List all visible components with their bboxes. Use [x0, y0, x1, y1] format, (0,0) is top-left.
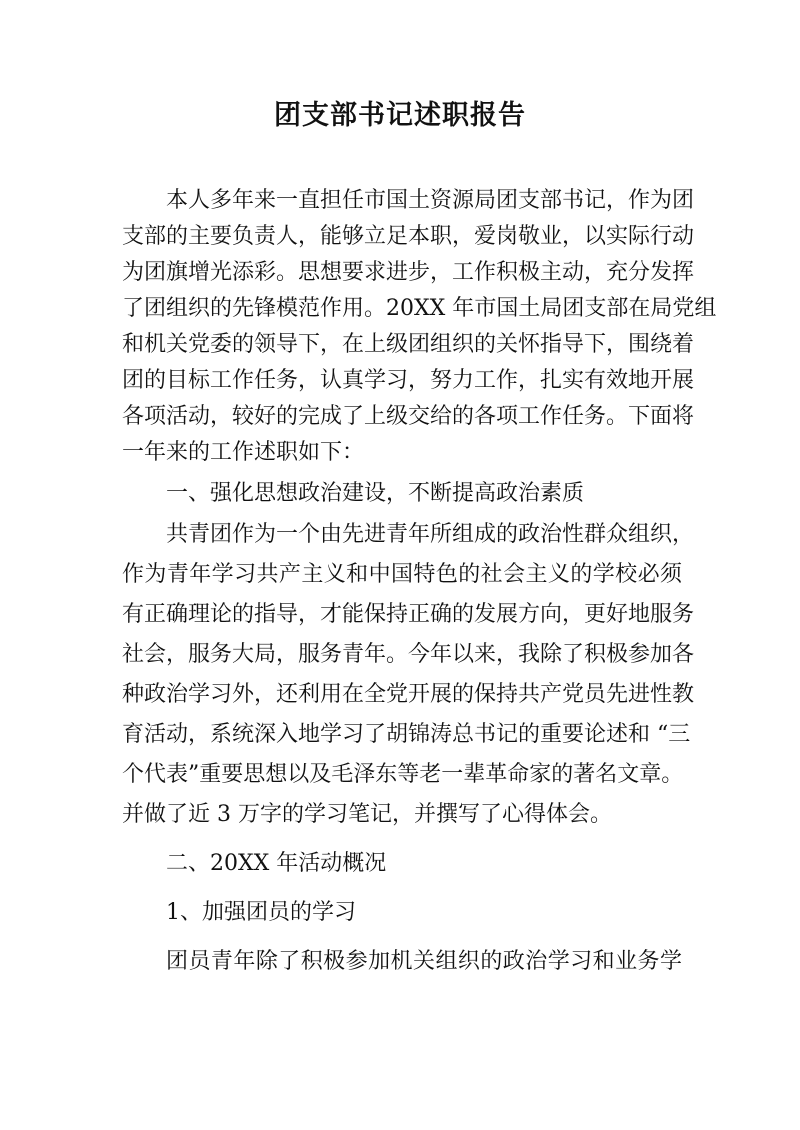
section-heading: 二、20XX 年活动概况: [166, 851, 387, 876]
document-title: 团支部书记述职报告: [274, 100, 526, 131]
paragraph-line: 团的目标工作任务，认真学习，努力工作，扎实有效地开展: [122, 368, 695, 393]
paragraph-line: 作为青年学习共产主义和中国特色的社会主义的学校必须: [122, 562, 682, 587]
paragraph-line: 有正确理论的指导，才能保持正确的发展方向，更好地服务: [122, 602, 695, 627]
paragraph-line: 支部的主要负责人，能够立足本职，爱岗敬业，以实际行动: [122, 224, 695, 249]
paragraph-line: 育活动，系统深入地学习了胡锦涛总书记的重要论述和 “三: [122, 722, 691, 747]
paragraph-line: 个代表”重要思想以及毛泽东等老一辈革命家的著名文章。: [122, 762, 684, 787]
paragraph-line: 共青团作为一个由先进青年所组成的政治性群众组织，: [166, 522, 695, 547]
paragraph-line: 社会，服务大局，服务青年。今年以来，我除了积极参加各: [122, 642, 695, 667]
paragraph-line: 为团旗增光添彩。思想要求进步，工作积极主动，充分发挥: [122, 260, 695, 285]
paragraph-line: 各项活动，较好的完成了上级交给的各项工作任务。下面将: [122, 404, 695, 429]
paragraph-line: 团员青年除了积极参加机关组织的政治学习和业务学: [166, 949, 682, 974]
paragraph-line: 一年来的工作述职如下：: [122, 440, 365, 465]
subsection-heading: 1、加强团员的学习: [166, 900, 356, 925]
paragraph-line: 了团组织的先锋模范作用。20XX 年市国土局团支部在局党组: [122, 296, 717, 321]
paragraph-line: 本人多年来一直担任市国土资源局团支部书记，作为团: [166, 188, 695, 213]
paragraph-line: 并做了近 3 万字的学习笔记，并撰写了心得体会。: [122, 802, 612, 827]
paragraph-line: 和机关党委的领导下，在上级团组织的关怀指导下，围绕着: [122, 332, 695, 357]
paragraph-line: 种政治学习外，还利用在全党开展的保持共产党员先进性教: [122, 682, 695, 707]
section-heading: 一、强化思想政治建设，不断提高政治素质: [166, 481, 585, 506]
